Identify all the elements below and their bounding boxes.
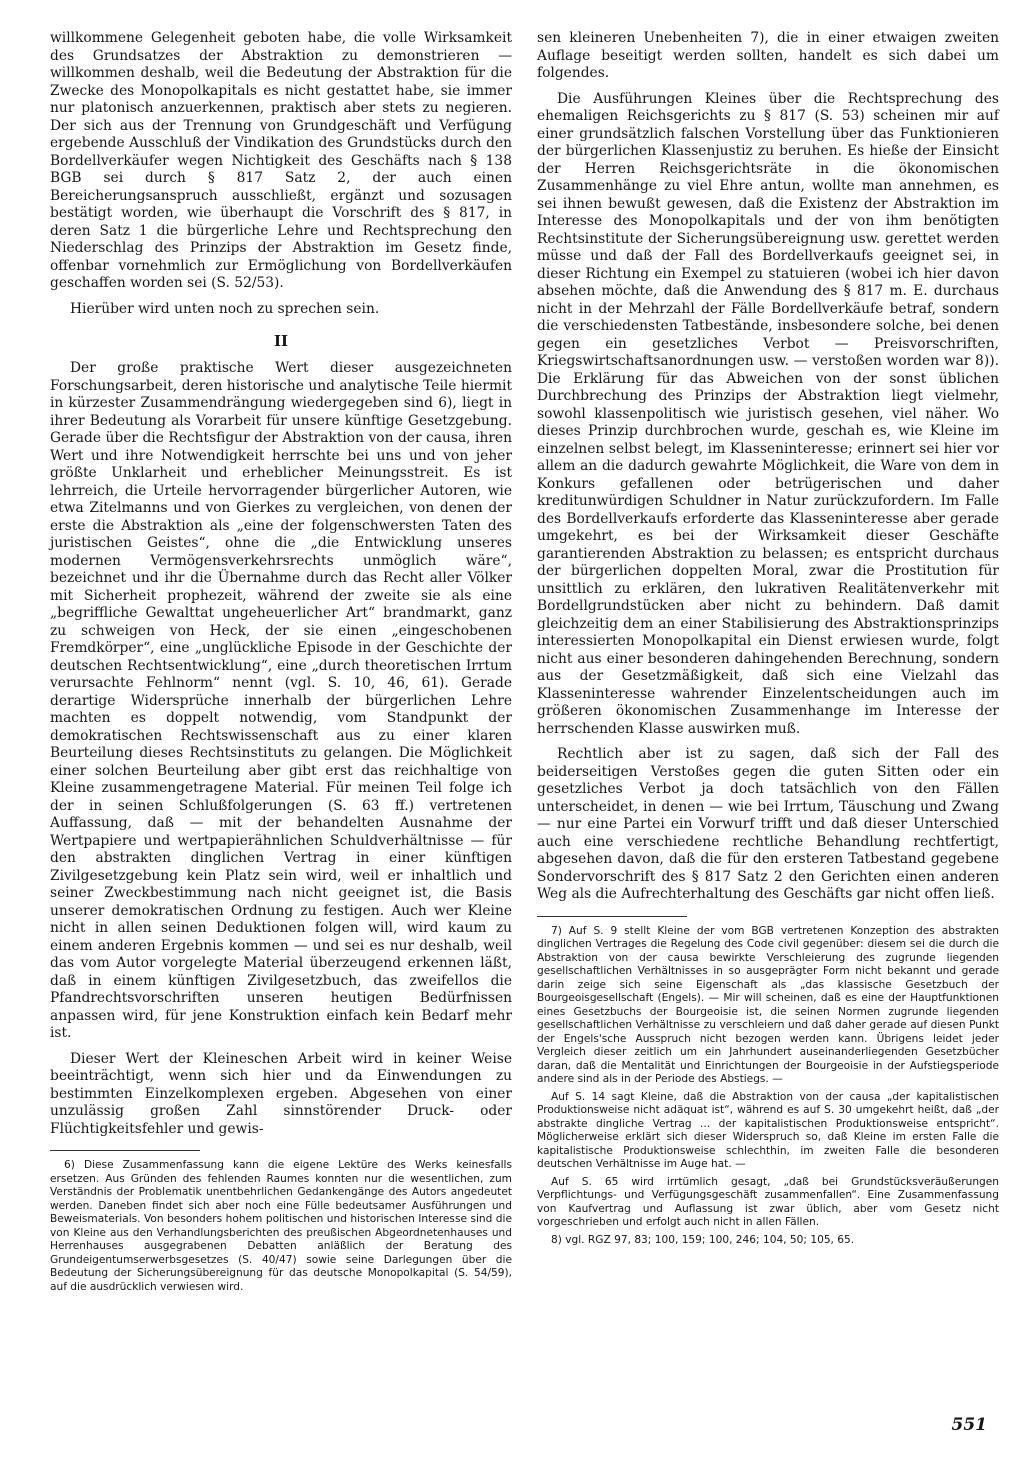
section-heading: II [273, 332, 289, 350]
right-column [537, 30, 999, 1251]
paragraph: Der große praktische Wert dieser ausgezeichneten Forschungsarbeit, deren historische und analytische Teile hiermit in kürzester Zusammendrängung wiedergegeben sind 6), liegt in ihrer Bedeutung als Vorarbeit für unsere künftige Gesetzgebung. Gerade über die Rechtsfigur der Abstraktion von der causa, ihren Wert und ihre Notwendigkeit herrschte bei uns und von jeher größte Unklarheit und erheblicher Meinungsstreit. Es ist lehrreich, die Urteile hervorragender bürgerlicher Autoren, wie etwa Zitelmanns und von Gierkes zu vergleichen, von denen der erste die Abstraktion als „eine der folgenschwersten Taten des juristischen Geistes“, ohne die „die Entwicklung unseres modernen Vermögensverkehrsrechts unmöglich wäre“, bezeichnet und ihr die Übernahme durch das Recht aller Völker mit Sicherheit prophezeit, während der zweite sie als eine „begriffliche Gewalttat ungeheuerlicher Art“ brandmarkt, ganz zu schweigen von Heck, der sie einen „eingeschobenen Fremdkörper“, eine „unglückliche Episode in der Geschichte der deutschen Rechtsentwicklung“, eine „durch theoretischen Irrtum verursachte Fehlnorm“ nennt (vgl. S. 10, 46, 61). Gerade derartige Widersprüche innerhalb der bürgerlichen Lehre machten es doppelt notwendig, vom Standpunkt der demokratischen Rechtswissenschaft aus zu einer klaren Beurteilung dieses Rechtsinstituts zu gelangen. Die Möglichkeit einer solchen Beurteilung aber gibt erst das reichhaltige von Kleine zusammengetragene Material. Für meinen Teil folge ich der in seinen Schlußfolgerungen (S. 63 ff.) vertretenen Auffassung, daß — mit der behandelten Ausnahme der Wertpapiere und wertpapierähnlichen Schuldverhältnisse — für den abstrakten dinglichen Vertrag in einer künftigen Zivilgesetzgebung kein Platz sein wird, weil er inhaltlich und seiner Zweckbestimmung nach nicht geeignet ist, die Basis unserer demokratischen Ordnung zu festigen. Auch wer Kleine nicht in allen seinen Deduktionen folgen will, wird kaum zu einem anderen Ergebnis kommen — und sei es nur deshalb, weil das vom Autor vorgelegte Material überzeugend erkennen läßt, daß in einem künftigen Zivilgesetzbuch, das zweifellos die Pfandrechtsvorschriften unseren heutigen Bedürfnissen anpassen wird, für jene Konstruktion einfach kein Bedarf mehr ist. [50, 360, 512, 1041]
footnote-8: 8) vgl. RGZ 97, 83; 100, 159; 100, 246; 104, 50; 105, 65. [551, 1233, 855, 1246]
document-page [26, 30, 1001, 1450]
paragraph: Rechtlich aber ist zu sagen, daß sich der Fall des beiderseitigen Verstoßes gegen die guten Sitten oder ein gesetzliches Verbot ja doch tatsächlich von den Fällen unterscheidet, in denen — wie bei Irrtum, Täuschung und Zwang — nur eine Partei ein Vorwurf trifft und daß dieser Unterschied auch eine verschiedene rechtliche Behandlung rechtfertigt, abgesehen davon, daß die für den ersteren Tatbestand gegebene Sondervorschrift des § 817 Satz 2 den Gerichten einen anderen Weg als die Aufrechterhaltung des Geschäfts gar nicht offen ließ. [537, 746, 999, 902]
paragraph: Die Ausführungen Kleines über die Rechtsprechung des ehemaligen Reichsgerichts zu § 817 (S. 53) scheinen mir auf einer grundsätzlich falschen Vorstellung über das Funktionieren der bürgerlichen Klassenjustiz zu beruhen. Es hieße der Einsicht der Herren Reichsgerichtsräte in die ökonomischen Zusammenhänge zu viel Ehre antun, wollte man annehmen, es sei ihnen bewußt gewesen, daß die Existenz der Abstraktion im Interesse des Monopolkapitals und der von ihm benötigten Rechtsinstitute der Sicherungsübereignung usw. gerettet werden müsse und daß der Fall des Bordellverkaufs geeignet sei, in dieser Richtung ein Exempel zu statuieren (wobei ich hier davon absehen möchte, daß die Anwendung des § 817 m. E. durchaus nicht in der Mehrzahl der Fälle Bordellverkäufe betraf, sondern die verschiedensten Tatbestände, insbesondere solche, bei denen gegen ein gesetzliches Verbot — Preisvorschriften, Kriegswirtschaftsanordnungen usw. — verstoßen worden war 8)). Die Erklärung für das Abweichen von der sonst üblichen Durchbrechung des Prinzips der Abstraktion liegt vielmehr, sowohl klassenpolitisch wie juristisch gesehen, viel näher. Wo dieses Prinzip durchbrochen wurde, geschah es, wie Kleine im einzelnen selbst belegt, im Klasseninteresse; erinnert sei hier vor allem an die dadurch gewahrte Möglichkeit, die Ware von dem in Konkurs gefallenen oder betrügerischen und daher kreditunwürdigen Schuldner in Natur zurückzufordern. Im Falle des Bordellverkaufs erforderte das Klasseninteresse aber gerade umgekehrt, es bei der Wirksamkeit dieser Geschäfte garantierenden Abstraktion zu belassen; es entspricht durchaus der bürgerlichen doppelten Moral, zwar die Prostitution für unsittlich zu erklären, den lukrativen Realitätenverkehr mit Bordellgrundstücken aber nicht zu behindern. Daß damit gleichzeitig dem an einer Stabilisierung des Abstraktionsprinzips interessierten Monopolkapital ein Dienst erwiesen wurde, folgt nicht aus einer besonderen dahingehenden Berechnung, sondern aus der Gesetzmäßigkeit, daß sich eine Vielzahl das Klasseninteresse wahrender Einzelentscheidungen auch im größeren ökonomischen Zusammenhange im Interesse der herrschenden Klasse auswirken muß. [537, 90, 999, 737]
footnote-7: 7) Auf S. 9 stellt Kleine der vom BGB vertretenen Konzeption des abstrakten dinglichen Vertrages die Regelung des Code civil gegenüber: diesem sei die durch die Abstraktion von der causa bewirkte Verschleierung des zugrunde liegenden gesellschaftlichen Verhältnisses in so ausgeprägter Form nicht bekannt und gerade darin zeige sich seine Eigenschaft als „das klassische Gesetzbuch der Bourgeoisgesellschaft (Engels). — Mir will scheinen, daß es eine der Hauptfunktionen eines Gesetzbuchs der Bourgeoisie ist, die seinen Normen zugrunde liegenden gesellschaftlichen Verhältnisse zu verschleiern und daß daher gerade auf diesen Punkt der Engels'sche Ausspruch nicht bezogen werden kann. Übrigens leidet jeder Vergleich dieser zeitlich um ein Jahrhundert auseinanderliegenden Gesetzbücher daran, daß die Mentalität und Einrichtungen der Bourgeoisie in der Aufstiegsperiode andere sind als in der Periode des Abstiegs. — [537, 924, 999, 1085]
page-number: 551 [951, 1415, 987, 1435]
paragraph: Hierüber wird unten noch zu sprechen sein. [70, 300, 380, 317]
paragraph: Dieser Wert der Kleineschen Arbeit wird in keiner Weise beeinträchtigt, wenn sich hier und da Einwendungen zu bestimmten Einzelkomplexen ergeben. Abgesehen von einer unzulässig großen Zahl sinnstörender Druck- oder Flüchtigkeitsfehler und gewis- [50, 1050, 512, 1137]
footnote-6: 6) Diese Zusammenfassung kann die eigene Lektüre des Werks keinesfalls ersetzen. Aus Gründen des fehlenden Raumes konnten nur die wesentlichen, zum Verständnis der Problematik unentbehrlichen Gedankengänge des Autors angedeutet werden. Daneben findet sich aber noch eine Fülle bedeutsamer Ausführungen und Beweismaterials. Von besonders hohem politischen und historischen Interesse sind die von Kleine aus den Verhandlungsberichten des preußischen Abgeordnetenhauses und Herrenhauses ausgegrabenen Debatten anläßlich der Beratung des Grundeigentumserwerbsgesetzes (S. 40/47) sowie seine Darlegungen über die Bedeutung der Sicherungsübereignung für das deutsche Monopolkapital (S. 54/59), auf die ausdrücklich verwiesen wird. [50, 1159, 512, 1293]
footnote-7-continued: Auf S. 14 sagt Kleine, daß die Abstraktion von der causa „der kapitalistischen Produktionsweise nicht adäquat ist“, während es auf S. 30 umgekehrt heißt, daß „der abstrakte dingliche Vertrag ... der kapitalistischen Produktionsweise entspricht“. Möglicherweise erklärt sich dieser Widerspruch so, daß Kleine im ersten Falle die kapitalistische Produktionsweise schlechthin, im zweiten Falle die besonderen deutschen Verhältnisse im Auge hat. — [537, 1090, 999, 1170]
footnote-divider [537, 916, 687, 917]
paragraph: sen kleineren Unebenheiten 7), die in einer etwaigen zweiten Auflage beseitigt werden sollten, handelt es sich dabei um folgendes. [537, 30, 999, 81]
footnote-divider [50, 1150, 200, 1151]
paragraph: willkommene Gelegenheit geboten habe, die volle Wirksamkeit des Grundsatzes der Abstraktion zu demonstrieren — willkommen deshalb, weil die Bedeutung der Abstraktion für die Zwecke des Monopolkapitals es nicht gestattet habe, sie immer nur platonisch anzuerkennen, praktisch aber stets zu negieren. Der sich aus der Trennung von Grundgeschäft und Verfügung ergebende Ausschluß der Vindikation des Grundstücks durch den Bordellverkäufer wegen Nichtigkeit des Geschäfts nach § 138 BGB sei durch § 817 Satz 2, der auch einen Bereicherungsanspruch ausschließt, ergänzt und sozusagen bestätigt worden, wie überhaupt die Vorschrift des § 817, in deren Satz 1 die bürgerliche Lehre und Rechtsprechung den Niederschlag des Prinzips der Abstraktion im Gesetz finde, offenbar vornehmlich zur Ermöglichung von Bordellverkäufen geschaffen worden sei (S. 52/53). [50, 30, 512, 291]
left-column [50, 30, 512, 1298]
footnote-7-continued: Auf S. 65 wird irrtümlich gesagt, „daß bei Grundstücksveräußerungen Verpflichtungs- und Verfügungsgeschäft zusammenfallen“. Eine Zusammenfassung von Kaufvertrag und Auflassung ist zwar üblich, aber vom Gesetz nicht vorgeschrieben und erfolgt auch nicht in allen Fällen. [537, 1175, 999, 1228]
